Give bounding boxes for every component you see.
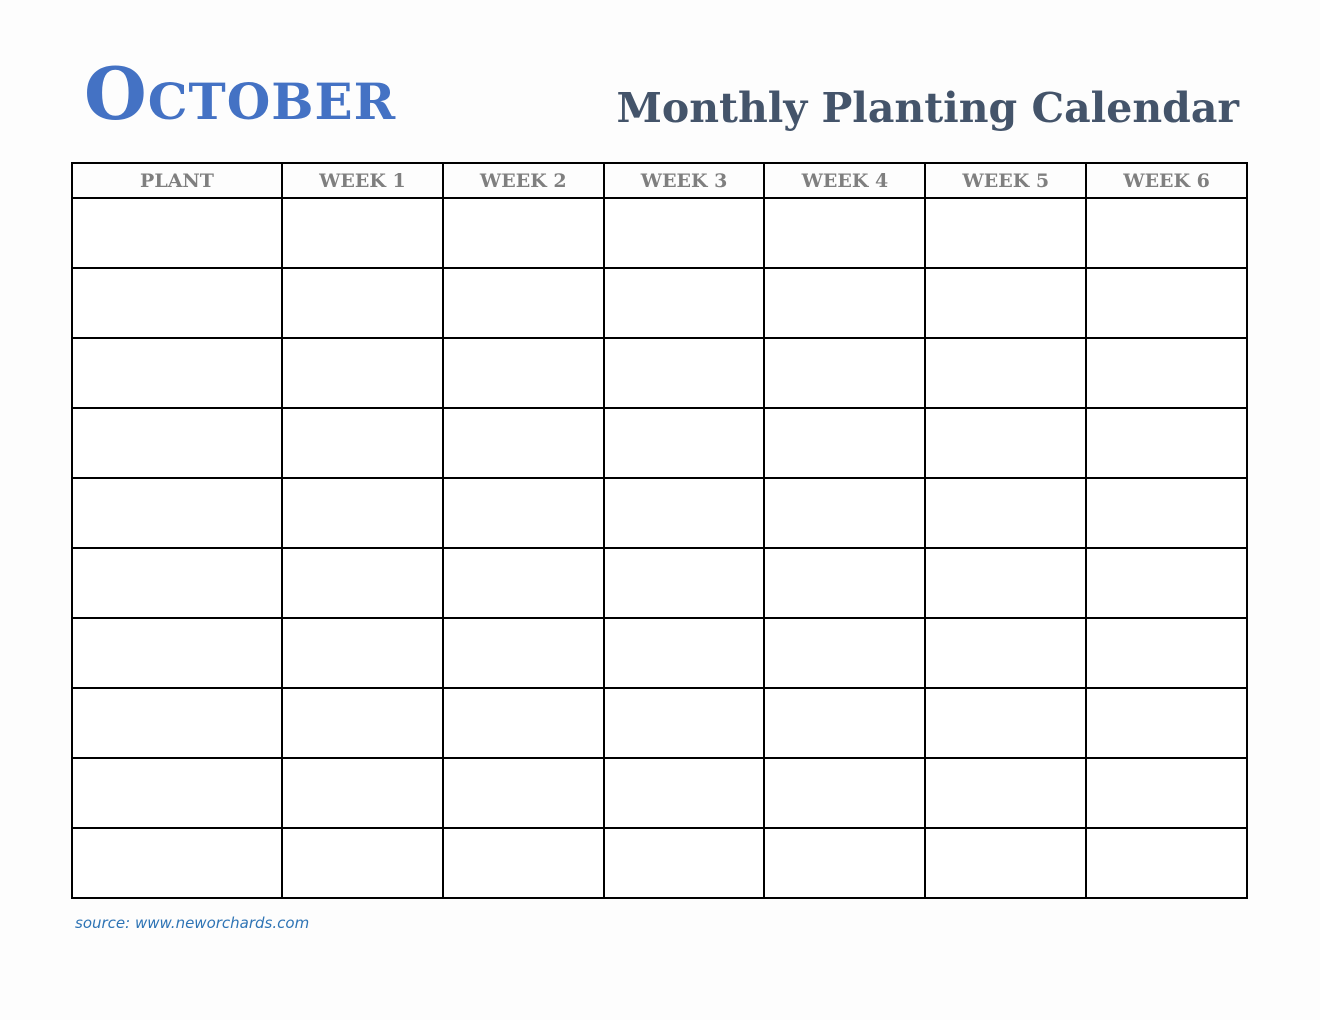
column-header-plant: PLANT [72,163,282,198]
column-header-week-3: WEEK 3 [604,163,765,198]
week-cell[interactable] [764,408,925,478]
table-body [72,198,1247,898]
week-cell[interactable] [1086,758,1247,828]
week-cell[interactable] [764,198,925,268]
week-cell[interactable] [1086,828,1247,898]
week-cell[interactable] [443,618,604,688]
week-cell[interactable] [925,828,1086,898]
header-row [72,163,1247,198]
week-cell[interactable] [925,618,1086,688]
week-cell[interactable] [764,268,925,338]
week-cell[interactable] [1086,338,1247,408]
plant-cell[interactable] [72,828,282,898]
week-cell[interactable] [925,758,1086,828]
week-cell[interactable] [443,198,604,268]
week-cell[interactable] [764,338,925,408]
week-cell[interactable] [443,478,604,548]
week-cell[interactable] [925,478,1086,548]
week-cell[interactable] [1086,268,1247,338]
week-cell[interactable] [443,268,604,338]
week-cell[interactable] [925,408,1086,478]
plant-cell[interactable] [72,198,282,268]
week-cell[interactable] [443,408,604,478]
table-row [72,478,1247,548]
week-cell[interactable] [604,758,765,828]
week-cell[interactable] [282,618,443,688]
week-cell[interactable] [1086,548,1247,618]
plant-cell[interactable] [72,408,282,478]
column-header-week-2: WEEK 2 [443,163,604,198]
week-cell[interactable] [1086,688,1247,758]
table-header [72,163,1247,198]
week-cell[interactable] [282,268,443,338]
week-cell[interactable] [604,828,765,898]
week-cell[interactable] [604,268,765,338]
week-cell[interactable] [604,478,765,548]
calendar-title: Monthly Planting Calendar [616,84,1239,132]
month-title: October [84,51,397,136]
table-row [72,268,1247,338]
week-cell[interactable] [443,338,604,408]
week-cell[interactable] [1086,618,1247,688]
plant-cell[interactable] [72,758,282,828]
table-row [72,758,1247,828]
week-cell[interactable] [925,688,1086,758]
week-cell[interactable] [925,548,1086,618]
week-cell[interactable] [1086,478,1247,548]
week-cell[interactable] [443,758,604,828]
week-cell[interactable] [282,338,443,408]
week-cell[interactable] [925,338,1086,408]
week-cell[interactable] [443,828,604,898]
week-cell[interactable] [282,688,443,758]
week-cell[interactable] [282,478,443,548]
week-cell[interactable] [443,548,604,618]
week-cell[interactable] [282,828,443,898]
week-cell[interactable] [604,688,765,758]
table-row [72,618,1247,688]
week-cell[interactable] [764,618,925,688]
week-cell[interactable] [1086,408,1247,478]
week-cell[interactable] [604,618,765,688]
table-row [72,338,1247,408]
week-cell[interactable] [604,198,765,268]
week-cell[interactable] [604,408,765,478]
planting-calendar-table [71,162,1248,899]
table-row [72,198,1247,268]
column-header-week-5: WEEK 5 [925,163,1086,198]
week-cell[interactable] [604,338,765,408]
source-note: source: www.neworchards.com [75,914,310,932]
week-cell[interactable] [764,758,925,828]
plant-cell[interactable] [72,338,282,408]
week-cell[interactable] [764,688,925,758]
week-cell[interactable] [282,408,443,478]
column-header-week-4: WEEK 4 [764,163,925,198]
table-row [72,548,1247,618]
plant-cell[interactable] [72,478,282,548]
table-row [72,688,1247,758]
column-header-week-1: WEEK 1 [282,163,443,198]
week-cell[interactable] [443,688,604,758]
table-row [72,828,1247,898]
week-cell[interactable] [604,548,765,618]
week-cell[interactable] [925,268,1086,338]
week-cell[interactable] [764,478,925,548]
plant-cell[interactable] [72,548,282,618]
week-cell[interactable] [282,198,443,268]
table-row [72,408,1247,478]
week-cell[interactable] [764,828,925,898]
plant-cell[interactable] [72,688,282,758]
week-cell[interactable] [764,548,925,618]
week-cell[interactable] [1086,198,1247,268]
column-header-week-6: WEEK 6 [1086,163,1247,198]
plant-cell[interactable] [72,268,282,338]
week-cell[interactable] [282,758,443,828]
plant-cell[interactable] [72,618,282,688]
week-cell[interactable] [925,198,1086,268]
week-cell[interactable] [282,548,443,618]
